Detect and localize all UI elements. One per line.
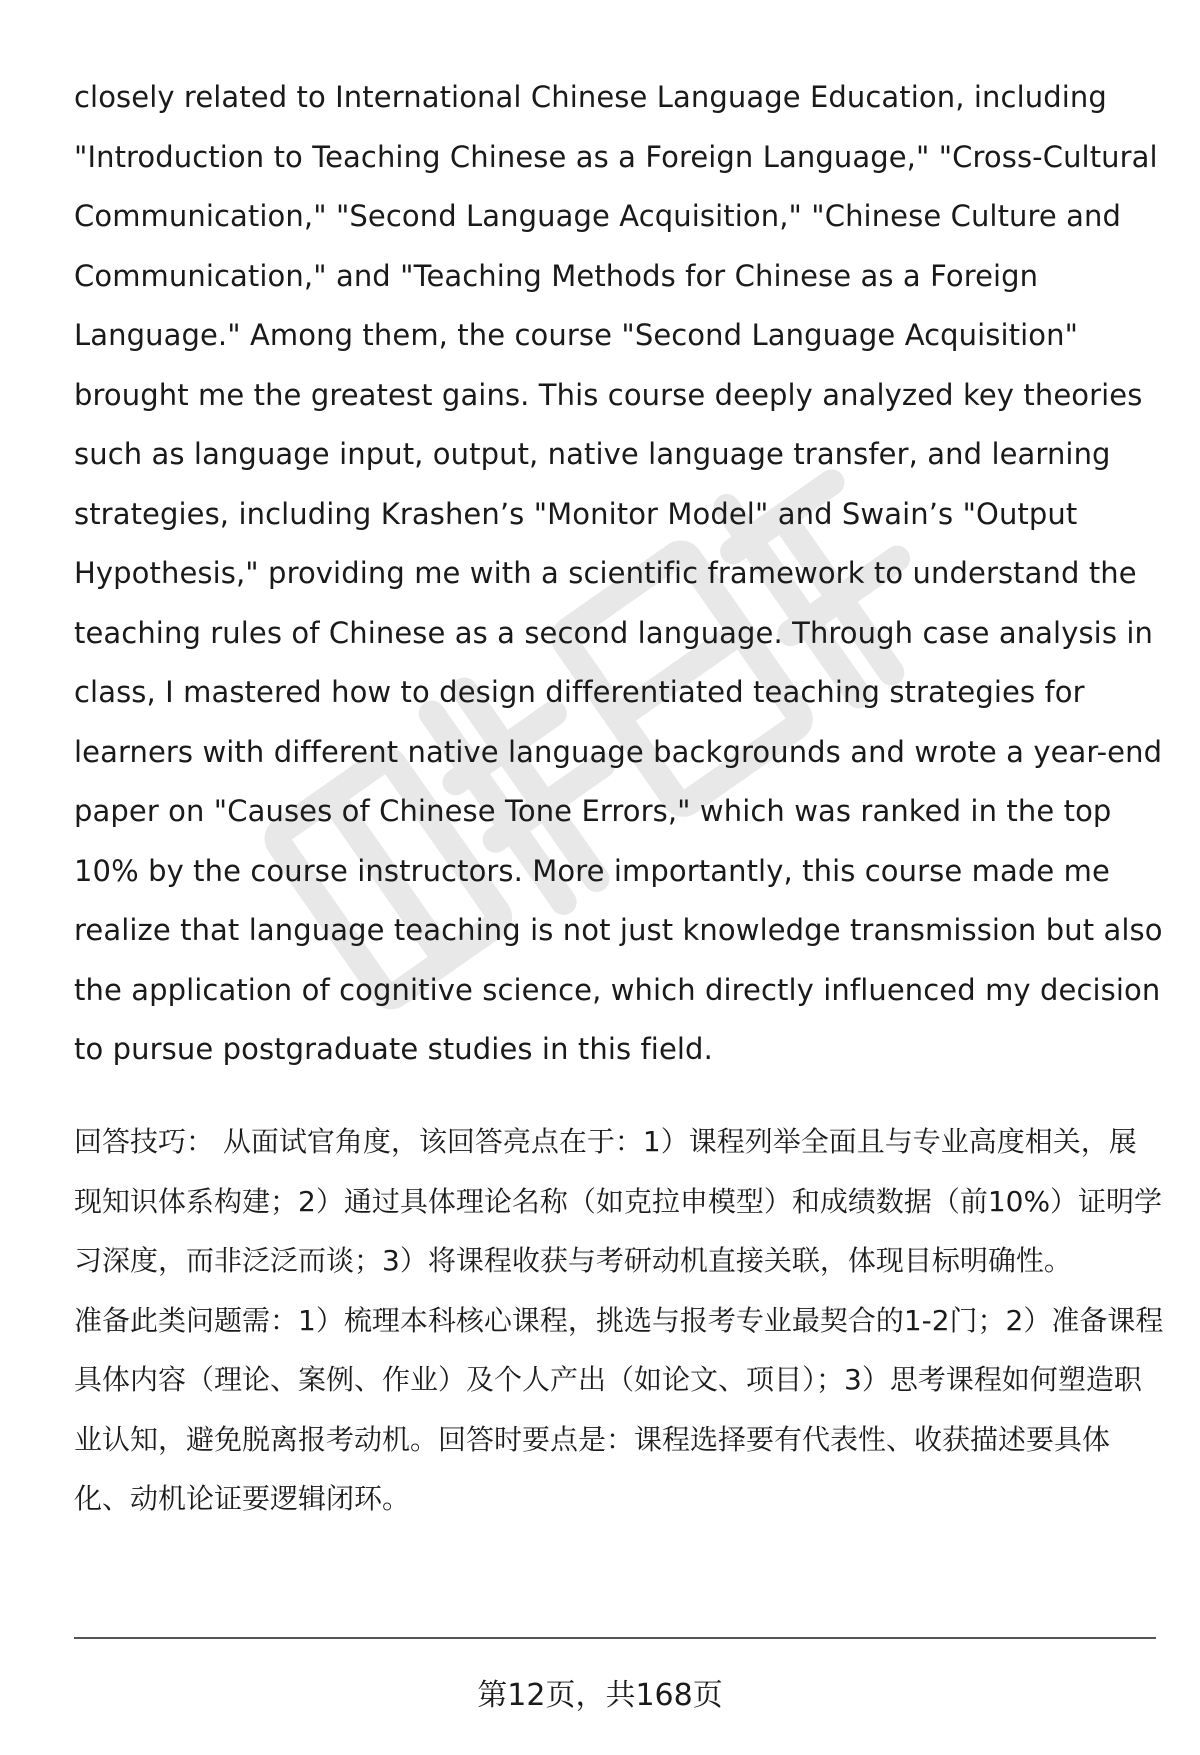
page-number: 第12页，共168页: [477, 1678, 723, 1713]
tips-section: [74, 1112, 1164, 1529]
answer-tips-paragraph: 回答技巧： 从面试官角度，该回答亮点在于：1）课程列举全面且与专业高度相关，展现知识体系构建；2）通过具体理论名称（如克拉申模型）和成绩数据（前10%）证明学习深度，而非泛泛而谈；3）将课程收获与考研动机直接关联，体现目标明确性。: [74, 1125, 1163, 1277]
answer-paragraph: closely related to International Chinese Language Education, including "Introduction to Teaching Chinese as a Foreign Language," "Cross-Cultural Communication," "Second Language Acquisition," "Chinese Culture and Communication," and "Teaching Methods for Chinese as a Foreign Language." Among them, the course "Second Language Acquisition" brought me the greatest gains. This course deeply analyzed key theories such as language input, output, native language transfer, and learning strategies, including Krashen’s "Monitor Model" and Swain’s "Output Hypothesis," providing me with a scientific framework to understand the teaching rules of Chinese as a second language. Through case analysis in class, I mastered how to design differentiated teaching strategies for learners with different native language backgrounds and wrote a year-end paper on "Causes of Chinese Tone Errors," which was ranked in the top 10% by the course instructors. More importantly, this course made me realize that language teaching is not just knowledge transmission but also the application of cognitive science, which directly influenced my decision to pursue postgraduate studies in this field.: [74, 80, 1163, 1066]
preparation-paragraph: 准备此类问题需：1）梳理本科核心课程，挑选与报考专业最契合的1-2门；2）准备课程具体内容（理论、案例、作业）及个人产出（如论文、项目）；3）思考课程如何塑造职业认知，避免脱离报考动机。回答时要点是：课程选择要有代表性、收获描述要具体化、动机论证要逻辑闭环。: [74, 1303, 1164, 1515]
footer-divider: [74, 1637, 1156, 1639]
answer-section: [74, 68, 1164, 1080]
